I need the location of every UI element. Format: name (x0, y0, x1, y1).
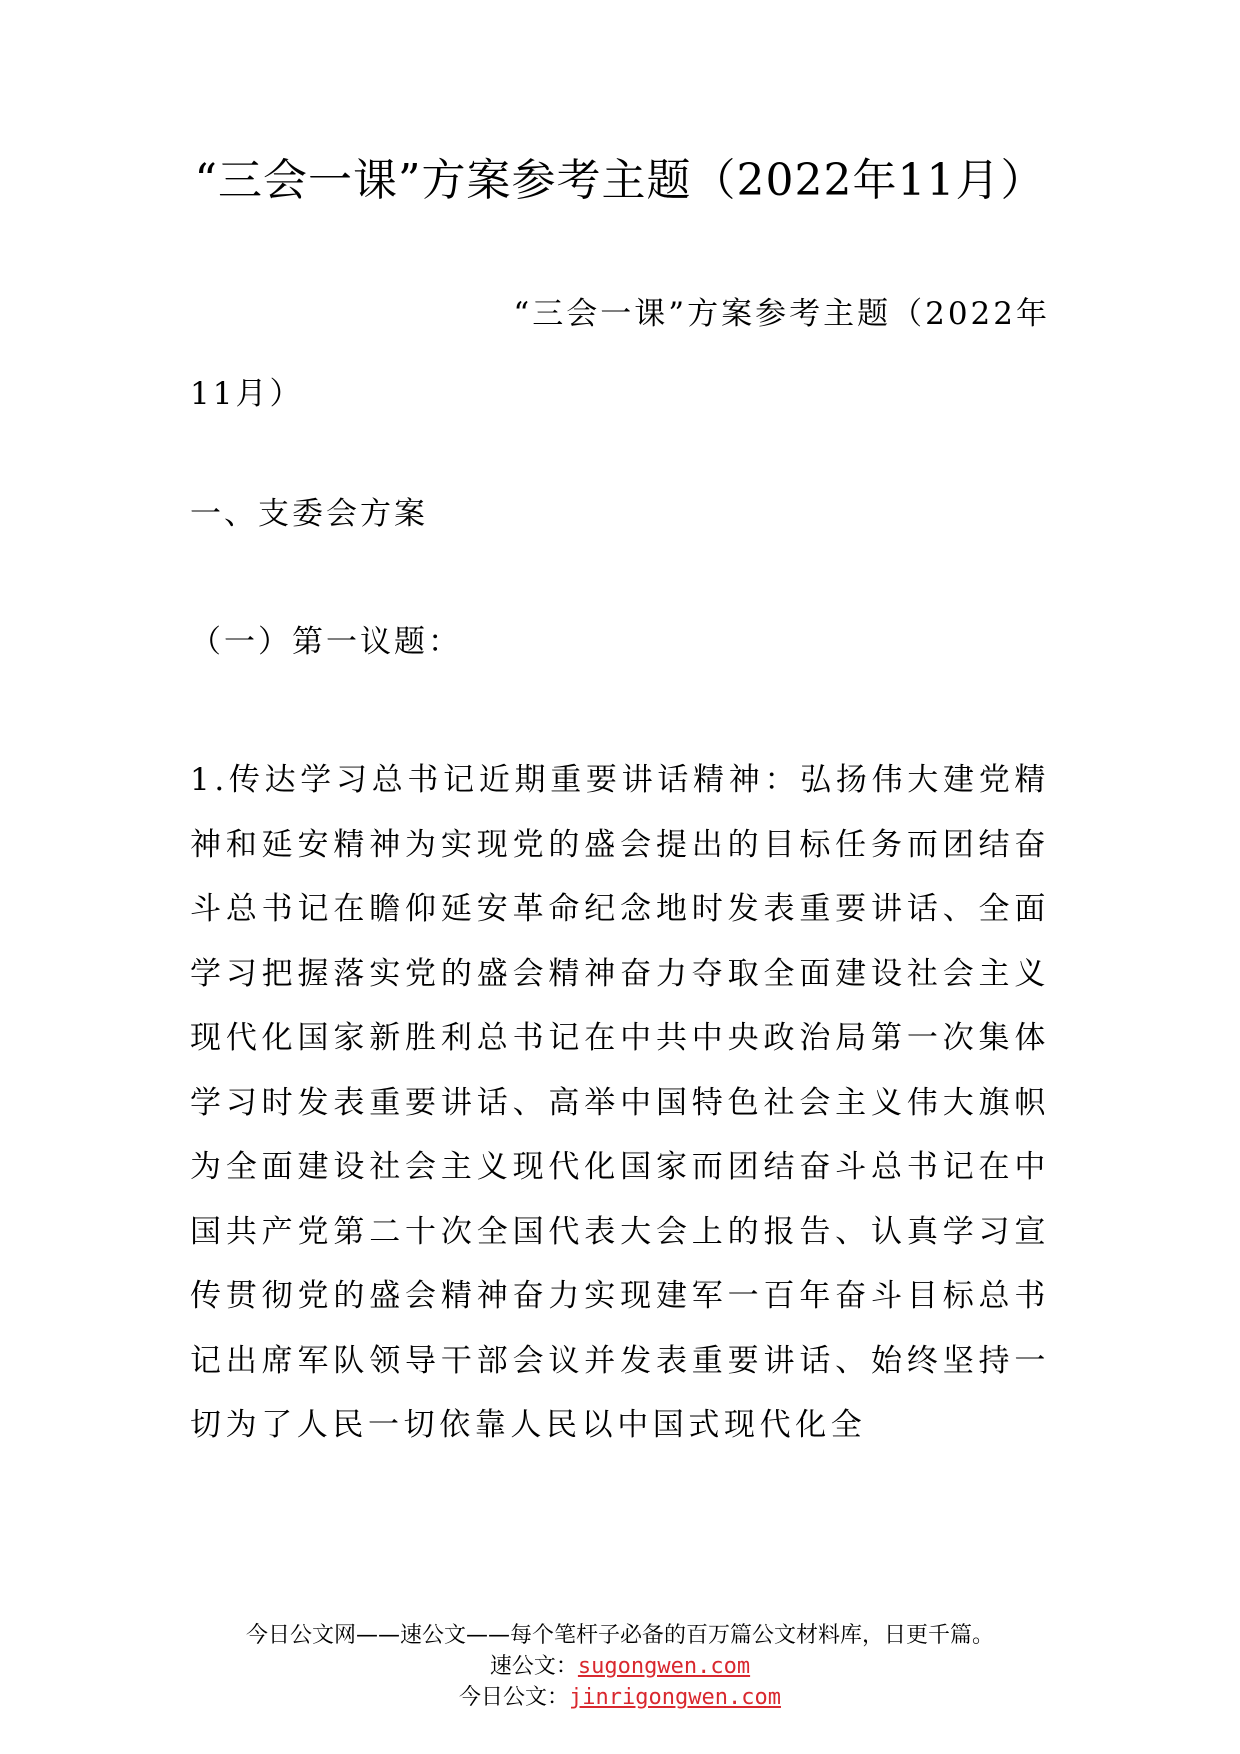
footer-link-row-1 (0, 1651, 1240, 1682)
document-subtitle (190, 292, 1050, 416)
section-heading: 一、支委会方案 (190, 496, 428, 532)
footer-link-label-2: 今日公文： (459, 1685, 570, 1710)
page-footer (0, 1620, 1240, 1713)
footer-slogan: 今日公文网——速公文——每个笔杆子必备的百万篇公文材料库，日更千篇。 (245, 1623, 994, 1648)
footer-link-label-1: 速公文： (489, 1654, 578, 1679)
document-title: “三会一课”方案参考主题（2022年11月） (194, 155, 1046, 206)
jinrigongwen-link[interactable]: jinrigongwen.com (569, 1685, 781, 1710)
subtitle-line-2: 11月） (190, 376, 304, 412)
subsection-heading: （一）第一议题： (190, 624, 462, 660)
sugongwen-link[interactable]: sugongwen.com (577, 1654, 751, 1679)
footer-link-row-2 (0, 1682, 1240, 1713)
subtitle-line-1: “三会一课”方案参考主题（2022年 (513, 296, 1050, 332)
body-paragraph: 1.传达学习总书记近期重要讲话精神：弘扬伟大建党精神和延安精神为实现党的盛会提出的目标任务而团结奋斗总书记在瞻仰延安革命纪念地时发表重要讲话、全面学习把握落实党的盛会精神奋力夺取全面建设社会主义现代化国家新胜利总书记在中共中央政治局第一次集体学习时发表重要讲话、高举中国特色社会主义伟大旗帜为全面建设社会主义现代化国家而团结奋斗总书记在中国共产党第二十次全国代表大会上的报告、认真学习宣传贯彻党的盛会精神奋力实现建军一百年奋斗目标总书记出席军队领导干部会议并发表重要讲话、始终坚持一切为了人民一切依靠人民以中国式现代化全 (190, 762, 1050, 1443)
